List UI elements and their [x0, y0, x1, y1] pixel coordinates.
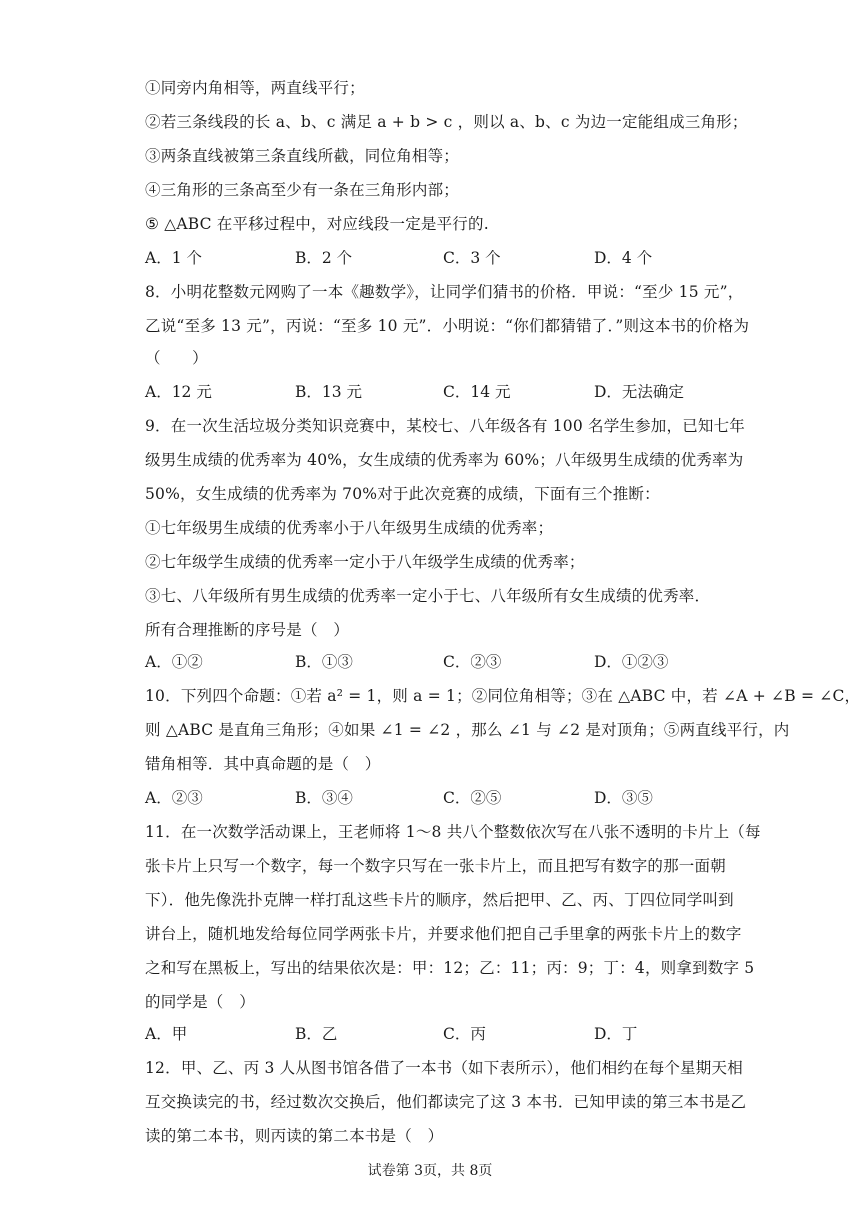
q11-line-2: 张卡片上只写一个数字，每一个数字只写在一张卡片上，而且把写有数字的那一面朝: [145, 857, 726, 875]
q8-option-d: D．无法确定: [594, 383, 684, 401]
q7-statement-1: ①同旁内角相等，两直线平行；: [145, 79, 365, 97]
q11-line-6: 的同学是（ ）: [145, 993, 255, 1011]
q7-statement-3: ③两条直线被第三条直线所截，同位角相等；: [145, 147, 460, 165]
q7-statement-4: ④三角形的三条高至少有一条在三角形内部；: [145, 181, 460, 199]
q8-line-1: 8．小明花整数元网购了一本《趣数学》，让同学们猜书的价格．甲说：“至少 15 元”，: [145, 283, 744, 301]
q9-line-2: 级男生成绩的优秀率为 40%，女生成绩的优秀率为 60%；八年级男生成绩的优秀率为: [145, 451, 744, 469]
q8-option-a: A．12 元: [145, 383, 212, 401]
q11-line-3: 下）．他先像洗扑克牌一样打乱这些卡片的顺序，然后把甲、乙、丙、丁四位同学叫到: [145, 891, 734, 909]
q9-option-b: B．①③: [295, 653, 353, 671]
q8-line-2: 乙说“至多 13 元”，丙说：“至多 10 元”．小明说：“你们都猜错了．”则这本书的价格为: [145, 317, 750, 335]
q11-line-1: 11．在一次数学活动课上，王老师将 1～8 共八个整数依次写在八张不透明的卡片上（每: [145, 823, 761, 841]
q12-line-3: 读的第二本书，则丙读的第二本书是（ ）: [145, 1127, 444, 1145]
q11-line-5: 之和写在黑板上，写出的结果依次是：甲：12；乙：11；丙：9；丁：4，则拿到数字 5: [145, 959, 755, 977]
q9-line-5: ②七年级学生成绩的优秀率一定小于八年级学生成绩的优秀率；: [145, 553, 585, 571]
q11-option-d: D．丁: [594, 1025, 638, 1043]
q10-option-c: C．②⑤: [443, 789, 502, 807]
q7-option-d: D．4 个: [594, 249, 653, 267]
q12-line-2: 互交换读完的书，经过数次交换后，他们都读完了这 3 本书．已知甲读的第三本书是乙: [145, 1093, 747, 1111]
q9-line-1: 9．在一次生活垃圾分类知识竞赛中，某校七、八年级各有 100 名学生参加，已知七年: [145, 417, 746, 435]
q8-option-c: C．14 元: [443, 383, 511, 401]
q8-option-b: B．13 元: [295, 383, 363, 401]
q9-line-6: ③七、八年级所有男生成绩的优秀率一定小于七、八年级所有女生成绩的优秀率．: [145, 587, 711, 605]
q10-line-2: 则 △ABC 是直角三角形；④如果 ∠1 = ∠2 ，那么 ∠1 与 ∠2 是对顶角；⑤两直线平行，内: [145, 721, 790, 739]
q7-option-c: C．3 个: [443, 249, 501, 267]
q10-option-a: A．②③: [145, 789, 203, 807]
q9-line-3: 50%，女生成绩的优秀率为 70%对于此次竞赛的成绩，下面有三个推断：: [145, 485, 660, 503]
q10-option-b: B．③④: [295, 789, 353, 807]
q7-statement-5: ⑤ △ABC 在平移过程中，对应线段一定是平行的.: [145, 215, 489, 233]
q9-option-a: A．①②: [145, 653, 203, 671]
q10-line-3: 错角相等．其中真命题的是（ ）: [145, 755, 381, 773]
q9-option-d: D．①②③: [594, 653, 669, 671]
q10-option-d: D．③⑤: [594, 789, 653, 807]
q12-line-1: 12．甲、乙、丙 3 人从图书馆各借了一本书（如下表所示），他们相约在每个星期天相: [145, 1059, 743, 1077]
q11-option-a: A．甲: [145, 1025, 188, 1043]
q9-option-c: C．②③: [443, 653, 502, 671]
q11-option-b: B．乙: [295, 1025, 338, 1043]
q7-option-a: A．1 个: [145, 249, 202, 267]
q9-line-7: 所有合理推断的序号是（ ）: [145, 621, 350, 639]
q11-line-4: 讲台上，随机地发给每位同学两张卡片，并要求他们把自己手里拿的两张卡片上的数字: [145, 925, 742, 943]
q10-line-1: 10．下列四个命题：①若 a² = 1，则 a = 1；②同位角相等；③在 △ABC 中，若 ∠A + ∠B = ∠C，: [145, 687, 860, 705]
q7-option-b: B．2 个: [295, 249, 353, 267]
page-footer: 试卷第 3页，共 8页: [367, 1163, 493, 1179]
q8-line-3: （ ）: [145, 349, 208, 367]
q9-line-4: ①七年级男生成绩的优秀率小于八年级男生成绩的优秀率；: [145, 519, 554, 537]
q11-option-c: C．丙: [443, 1025, 486, 1043]
q7-statement-2: ②若三条线段的长 a、b、c 满足 a + b > c ，则以 a、b、c 为边一定能组成三角形；: [145, 113, 748, 131]
